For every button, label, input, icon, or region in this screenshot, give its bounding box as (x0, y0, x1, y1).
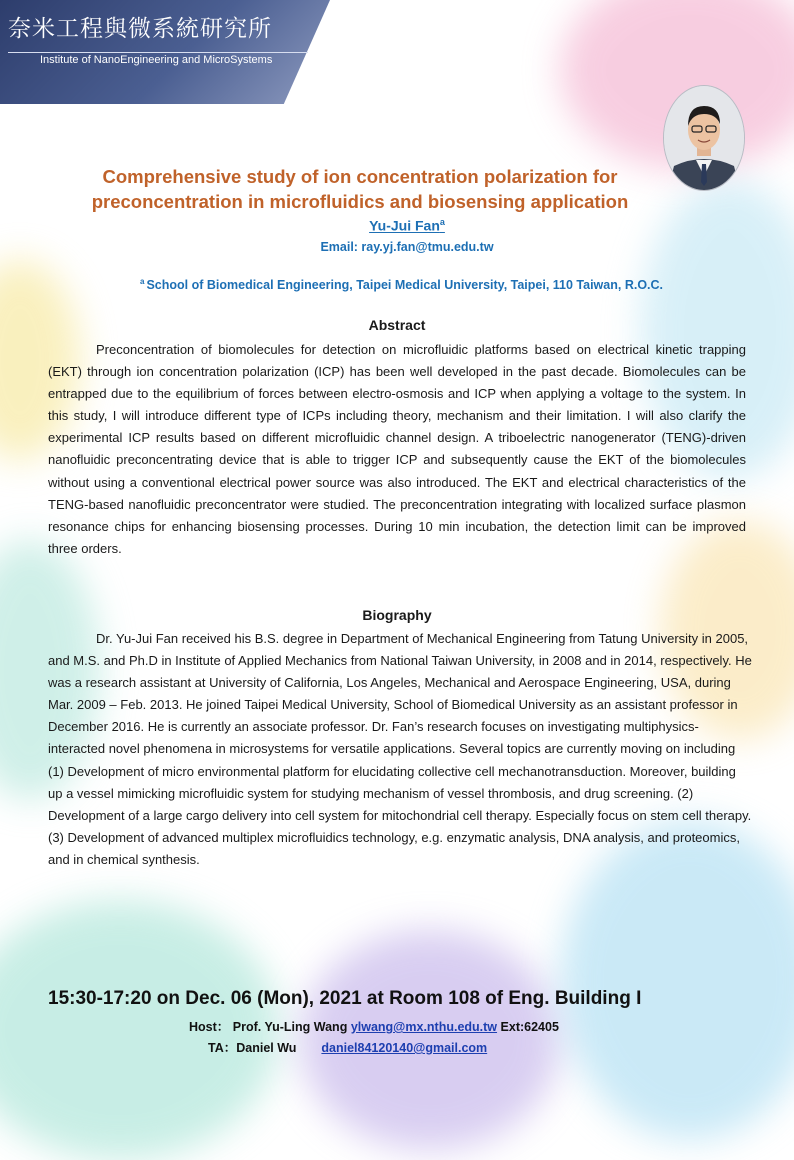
talk-title (60, 164, 660, 214)
ta-contact (208, 1038, 487, 1056)
speaker-name (0, 217, 794, 234)
biography-heading: Biography (362, 607, 432, 623)
affiliation-text: School of Biomedical Engineering, Taipei Medical University, Taipei, 110 Taiwan, R.O.C. (146, 278, 664, 293)
speaker-portrait (664, 86, 744, 190)
host-email-link[interactable]: ylwang@mx.nthu.edu.tw (350, 1020, 498, 1034)
talk-title-line-1: Comprehensive study of ion concentration polarization for (102, 166, 618, 187)
host-extension: Ext:62405 (500, 1020, 559, 1034)
institute-name-chinese: 奈米工程與微系統研究所 (8, 16, 272, 42)
biography-body: Dr. Yu-Jui Fan received his B.S. degree in Department of Mechanical Engineering from Tatung University in 2005, and M.S. and Ph.D in Institute of Applied Mechanics from National Taiwan University, in 2008 and in 2014, respectively. He was a research assistant at University of California, Los Angeles, Mechanical and Aerospace Engineering, USA, during Mar. 2009 – Feb. 2013. He joined Taipei Medical University, School of Biomedical University as an assistant professor in December 2016. He is currently an associate professor. Dr. Fan’s research focuses on investigating multiphysics-interacted novel phenomena in microsystems for versatile applications. Several topics are currently moving on including (1) Development of micro environmental platform for elucidating collective cell mechanotransduction. Moreover, building up a vessel mimicking microfluidic system for studying mechanism of vessel thrombosis, and drug screening. (2) Development of a large cargo delivery into cell system for mitochondrial cell therapy. Especially focus on stem cell therapy. (3) Development of advanced multiplex microfluidics technology, e.g. enzymatic analysis, DNA analysis, and proteomics, and in chemical synthesis. (48, 631, 752, 867)
abstract-heading: Abstract (368, 317, 426, 333)
institute-name-english: Institute of NanoEngineering and MicroSystems (40, 54, 273, 66)
event-schedule: 15:30-17:20 on Dec. 06 (Mon), 2021 at Room 108 of Eng. Building I (48, 988, 642, 1009)
talk-title-line-2: preconcentration in microfluidics and biosensing application (91, 191, 629, 212)
affiliation-mark: a (140, 277, 145, 286)
speaker-affiliation-mark: a (439, 217, 445, 227)
host-contact (189, 1017, 559, 1035)
speaker-name-text: Yu-Jui Fan (369, 217, 440, 234)
speaker-photo (664, 86, 744, 190)
speaker-affiliation (140, 277, 663, 292)
ta-email-link[interactable]: daniel84120140@gmail.com (321, 1041, 488, 1055)
banner-divider (8, 52, 308, 53)
host-label: Host： Prof. Yu-Ling Wang (189, 1020, 348, 1034)
abstract-body: Preconcentration of biomolecules for detection on microfluidic platforms based on electrical kinetic trapping (EKT) through ion concentration polarization (ICP) has been well developed in the past decade. Biomolecules can be entrapped due to the equilibrium of forces between electro-osmosis and ICP when applying a voltage to the system. In this study, I will introduce different type of ICPs including theory, mechanism and their limitation. I will also clarify the experimental ICP results based on different microfluidic channel design. A triboelectric nanogenerator (TENG)-driven nanofluidic preconcentrating device that is able to trigger ICP and subsequently cause the EKT of the biomolecules without using a conventional electrical power source was also introduced. The EKT and electrical characteristics of the TENG-based nanofluidic preconcentrator were studied. The preconcentration integrating with localized surface plasmon resonance chips for enhancing biosensing processes. During 10 min incubation, the detection limit can be improved three orders. (48, 342, 746, 556)
speaker-email: Email: ray.yj.fan@tmu.edu.tw (320, 240, 494, 254)
ta-label: TA：Daniel Wu (208, 1041, 297, 1055)
